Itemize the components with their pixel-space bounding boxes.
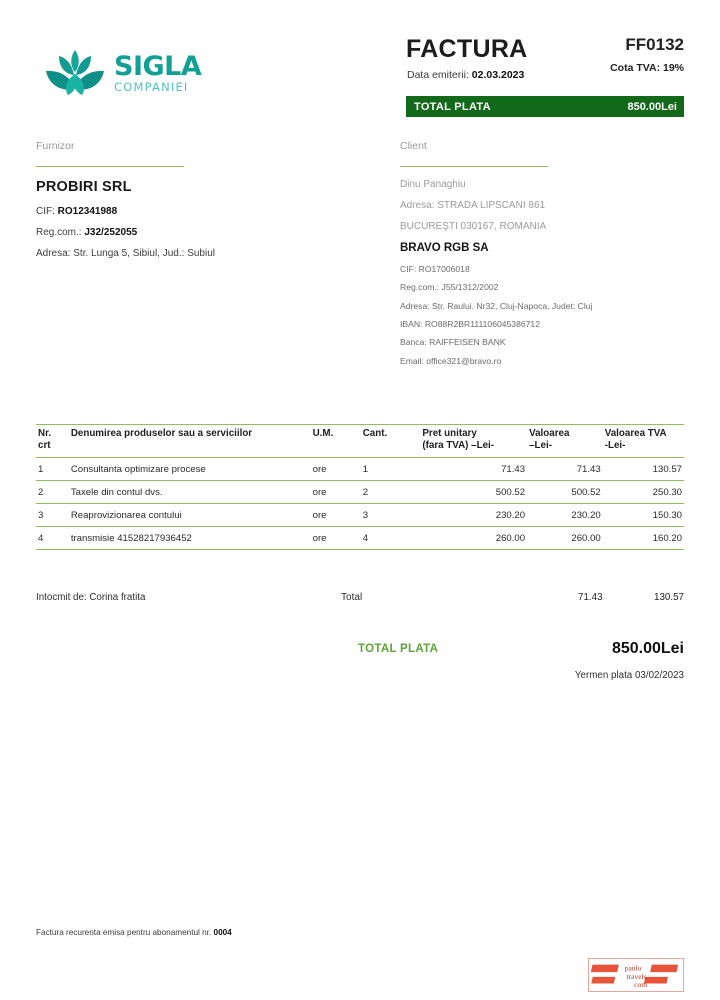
col-header-nr: Nr. (36, 425, 69, 441)
col-subheader-valoare: –Lei- (529, 440, 552, 451)
cell-desc: Reaprovizionarea contului (69, 504, 311, 527)
cell-valoare: 230.20 (527, 504, 603, 527)
cell-nr: 3 (36, 504, 69, 527)
col-header-um: U.M. (311, 425, 361, 441)
totals-section (36, 592, 684, 603)
cell-um: ore (311, 458, 361, 481)
grand-total-row (36, 640, 684, 658)
invoice-number: FF0132 (625, 35, 684, 54)
client-address-line-1: Adresa: STRADA LIPSCANI 861 (400, 200, 546, 211)
company-logo (44, 38, 264, 108)
supplier-caption: Furnizor (36, 140, 75, 152)
cell-pret: 260.00 (420, 527, 527, 550)
supplier-reg (36, 227, 336, 239)
cell-valoare: 500.52 (527, 481, 603, 504)
table-row (36, 527, 684, 550)
col-subheader-nr: crt (38, 440, 51, 451)
client-bank: Banca: RAIFFEISEN BANK (400, 337, 506, 348)
invoice-title: FACTURA (406, 35, 528, 63)
supplier-cif-label: CIF: (36, 206, 55, 217)
supplier-block (36, 140, 336, 269)
cell-tva: 130.57 (603, 458, 684, 481)
client-reg: Reg.com.: J55/1312/2002 (400, 282, 499, 293)
col-header-pret: Pret unitary (420, 425, 527, 441)
paulo-travels-stamp (588, 958, 684, 992)
supplier-name: PROBIRI SRL (36, 179, 132, 195)
cell-um: ore (311, 527, 361, 550)
supplier-cif (36, 206, 336, 218)
cell-tva: 150.30 (603, 504, 684, 527)
vat-rate: Cota TVA: 19% (610, 62, 684, 74)
table-row (36, 481, 684, 504)
footer-subscription-number: 0004 (213, 928, 232, 937)
items-table (36, 424, 684, 550)
col-subheader-cant (361, 440, 421, 458)
client-cif: CIF: RO17006018 (400, 264, 470, 274)
cell-desc: Consultanta optimizare procese (69, 458, 311, 481)
col-header-desc: Denumirea produselor sau a serviciilor (69, 425, 311, 441)
footer-note (36, 928, 232, 937)
client-company-name: BRAVO RGB SA (400, 242, 489, 254)
cell-tva: 250.30 (603, 481, 684, 504)
cell-nr: 1 (36, 458, 69, 481)
items-table-wrapper (36, 424, 684, 550)
col-header-valoare: Valoarea (527, 425, 603, 441)
col-subheader-desc (69, 440, 311, 458)
cell-pret: 230.20 (420, 504, 527, 527)
logo-subtitle: COMPANIEI (114, 79, 189, 94)
cell-um: ore (311, 504, 361, 527)
total-payment-bar-value: 850.00Lei (627, 100, 677, 113)
cell-tva: 160.20 (603, 527, 684, 550)
grand-total-value: 850.00Lei (611, 640, 684, 657)
grand-total-label: TOTAL PLATA (358, 643, 439, 655)
items-table-head (36, 425, 684, 458)
cell-desc: Taxele din contul dvs. (69, 481, 311, 504)
table-subheader-row (36, 440, 684, 458)
total-valoare: 71.43 (578, 592, 603, 603)
cell-valoare: 260.00 (527, 527, 603, 550)
cell-valoare: 71.43 (527, 458, 603, 481)
supplier-reg-value: J32/252055 (84, 227, 138, 238)
col-header-tva: Valoarea TVA (603, 425, 684, 441)
client-block (400, 140, 700, 374)
client-iban: IBAN: RO88R2BR111106045386712 (400, 318, 540, 329)
cell-cant: 4 (361, 527, 421, 550)
client-company-address: Adresa: Str. Raului. Nr32, Cluj-Napoca, Judet: Cluj (400, 300, 593, 311)
cell-desc: transmisie 41528217936452 (69, 527, 311, 550)
total-payment-bar-label: TOTAL PLATA (414, 100, 491, 113)
supplier-reg-label: Reg.com.: (36, 227, 82, 238)
invoice-date-label: Data emiterii: (407, 69, 469, 81)
client-contact-name: Dinu Panaghiu (400, 179, 466, 190)
invoice-date (407, 69, 524, 81)
supplier-address: Adresa: Str. Lunga 5, Sibiul, Jud.: Subiul (36, 248, 215, 259)
col-subheader-tva: -Lei- (604, 440, 626, 451)
cell-nr: 2 (36, 481, 69, 504)
invoice-date-value: 02.03.2023 (471, 69, 525, 81)
payment-due-text: Yermen plata 03/02/2023 (574, 670, 684, 681)
cell-cant: 1 (361, 458, 421, 481)
stamp-text-travels: travels. (626, 971, 649, 981)
items-table-body (36, 458, 684, 550)
client-address-line-2: BUCUREŞTI 030167, ROMANIA (400, 221, 547, 232)
col-subheader-pret: (fara TVA) –Lei- (422, 440, 495, 451)
supplier-cif-value: RO12341988 (57, 206, 118, 217)
col-subheader-um (311, 440, 361, 458)
total-row-label: Total (341, 592, 363, 603)
table-row (36, 458, 684, 481)
cell-cant: 3 (361, 504, 421, 527)
stamp-text-com: com (634, 980, 648, 990)
client-email: Email: office321@bravo.ro (400, 355, 502, 366)
total-payment-bar (406, 96, 684, 117)
footer-note-text: Factura recurenta emisa pentru abonamentul nr. (36, 928, 212, 937)
logo-title: SIGLA (114, 50, 202, 82)
cell-cant: 2 (361, 481, 421, 504)
cell-pret: 71.43 (420, 458, 527, 481)
client-caption: Client (400, 140, 427, 152)
supplier-divider (36, 166, 184, 167)
table-row (36, 504, 684, 527)
col-header-cant: Cant. (361, 425, 421, 441)
lotus-logo-icon (44, 47, 106, 99)
invoice-header (36, 30, 684, 130)
cell-nr: 4 (36, 527, 69, 550)
table-header-row (36, 425, 684, 441)
total-tva: 130.57 (654, 592, 684, 603)
paulo-travels-logo-icon (589, 959, 683, 991)
cell-pret: 500.52 (420, 481, 527, 504)
issued-by: Intocmit de: Corina fratita (36, 592, 146, 603)
client-divider (400, 166, 548, 167)
logo-wordmark (114, 50, 202, 94)
cell-um: ore (311, 481, 361, 504)
totals-row (36, 592, 684, 603)
stamp-text-paulo: paulo (624, 963, 642, 973)
